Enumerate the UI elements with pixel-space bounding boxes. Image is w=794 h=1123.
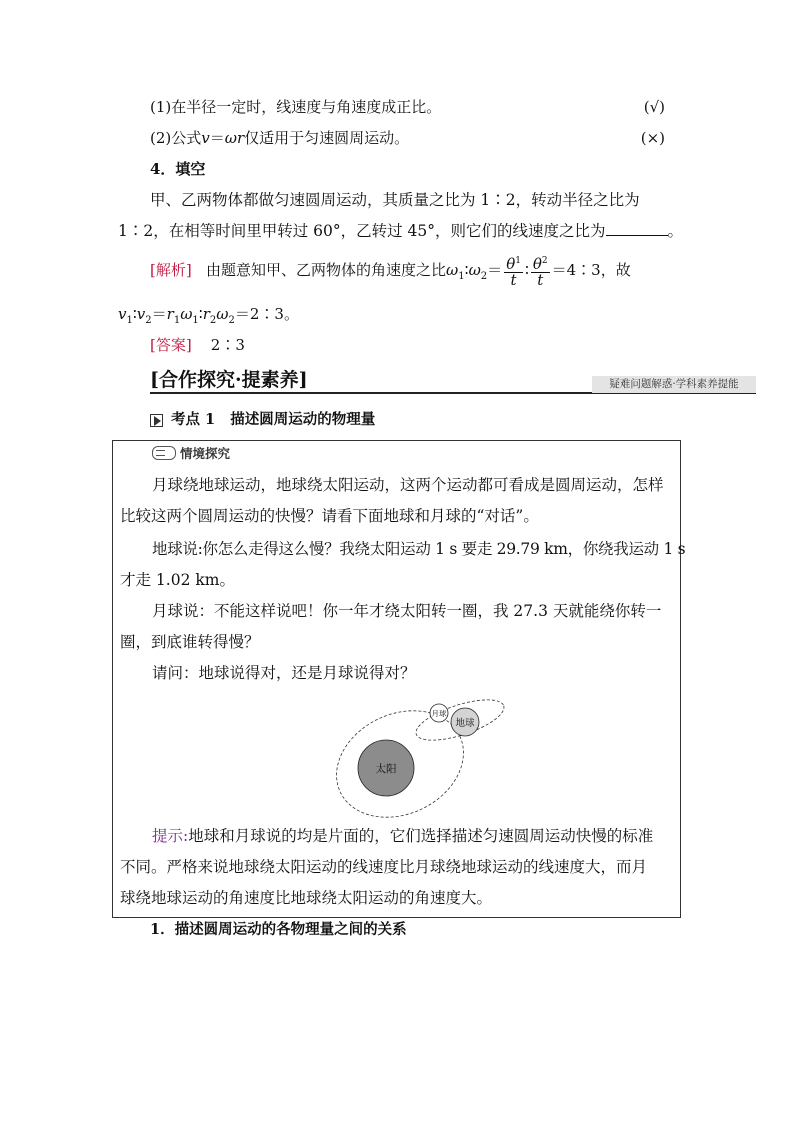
omega-1: ω — [446, 261, 459, 279]
scenario-badge — [152, 444, 230, 462]
omega-1b: ω — [180, 305, 193, 323]
scenario-badge-label: 情境探究 — [180, 446, 231, 461]
analysis-line-2 — [118, 304, 299, 331]
relations-heading: 1．描述圆周运动的各物理量之间的关系 — [150, 921, 407, 938]
r-1-sub: 1 — [173, 315, 181, 326]
theta-2-sup: 2 — [541, 256, 548, 266]
section-title: [合作探究·提素养] — [150, 369, 308, 391]
colon-3: ∶ — [132, 305, 137, 323]
colon-4: ∶ — [198, 305, 203, 323]
section-banner: 疑难问题解惑·学科素养提能 — [592, 376, 756, 393]
fill-para-line-2-text: 1∶2，在相等时间里甲转过 60°，乙转过 45°，则它们的线速度之比为 — [118, 222, 606, 240]
omega-2-sub: 2 — [480, 271, 488, 282]
earth-label: 地球 — [455, 718, 475, 729]
fill-para-line-2 — [118, 221, 683, 241]
box-p2-line-1: 地球说:你怎么走得这么慢？我绕太阳运动 1 s 要走 29.79 km，你绕我运动 1 s — [152, 540, 686, 558]
equals-sign: ＝ — [487, 261, 503, 279]
fill-period: 。 — [667, 222, 684, 240]
v-1-sub: 1 — [126, 315, 133, 326]
fill-para-line-1: 甲、乙两物体都做匀速圆周运动，其质量之比为 1∶2，转动半径之比为 — [150, 191, 640, 209]
omega-2b: ω — [216, 305, 229, 323]
box-p1-line-2: 比较这两个圆周运动的快慢？请看下面地球和月球的“对话”。 — [120, 507, 539, 525]
answer-line — [150, 335, 245, 355]
orbit-diagram — [318, 692, 510, 822]
judgement-mark-1: (√) — [643, 98, 665, 116]
hint-line-1 — [152, 826, 653, 846]
omega-1b-sub: 1 — [192, 315, 199, 326]
judgement-mark-2: (×) — [640, 129, 665, 147]
moon-label: 月球 — [431, 709, 447, 718]
hint-line-1-text: 地球和月球说的均是片面的，它们选择描述匀速圆周运动快慢的标准 — [188, 827, 654, 845]
judgement-item-1-text: (1)在半径一定时，线速度与角速度成正比。 — [150, 98, 442, 116]
box-p1-line-1: 月球绕地球运动，地球绕太阳运动，这两个运动都可看成是圆周运动，怎样 — [152, 476, 664, 494]
hint-line-2: 不同。严格来说地球绕太阳运动的线速度比月球绕地球运动的线速度大，而月 — [120, 858, 648, 876]
fraction-theta2-t — [531, 254, 550, 288]
answer-tag: [答案] — [150, 336, 192, 354]
hint-line-3: 球绕地球运动的角速度比地球绕太阳运动的角速度大。 — [120, 889, 493, 907]
v-2: v — [136, 305, 146, 323]
v-2-sub: 2 — [145, 315, 152, 326]
analysis-result: ＝4∶3，故 — [551, 261, 631, 279]
topic-title: 描述圆周运动的物理量 — [230, 411, 376, 428]
analysis-text: 由题意知甲、乙两物体的角速度之比 — [206, 261, 447, 279]
colon-1: ∶ — [464, 261, 469, 279]
omega-2: ω — [468, 261, 481, 279]
omega-1-sub: 1 — [458, 271, 465, 282]
colon-2: ∶ — [524, 261, 529, 279]
sun-label: 太阳 — [375, 763, 397, 775]
topic-heading — [150, 410, 375, 430]
fraction-theta1-t — [504, 254, 523, 288]
box-p3-line-2: 圈，到底谁转得慢？ — [120, 633, 260, 651]
formula-v: v — [201, 129, 210, 147]
judgement-item-2-tail: 仅适用于匀速圆周运动。 — [244, 129, 410, 147]
topic-label: 考点 1 — [171, 411, 216, 428]
t-2: t — [537, 271, 544, 289]
judgement-item-1 — [150, 97, 665, 117]
box-p3-line-1: 月球说：不能这样说吧！你一年才绕太阳转一圈，我 27.3 天就能绕你转一 — [152, 602, 662, 620]
formula-omega-r: ωr — [224, 129, 245, 147]
v-1: v — [118, 305, 127, 323]
play-triangle-icon — [150, 414, 163, 427]
box-p4: 请问：地球说得对，还是月球说得对？ — [152, 664, 416, 682]
t-1: t — [510, 271, 517, 289]
answer-value: 2∶3 — [210, 336, 245, 354]
theta-1-sup: 1 — [515, 256, 521, 266]
omega-2b-sub: 2 — [228, 315, 235, 326]
judgement-item-2-text: (2)公式 — [150, 129, 202, 147]
pointing-hand-icon — [152, 446, 176, 460]
analysis-tag: [解析] — [150, 261, 192, 279]
judgement-item-2 — [150, 128, 665, 148]
analysis-line-1 — [150, 252, 631, 295]
equals-2: ＝ — [151, 305, 167, 323]
r-2: r — [202, 305, 210, 323]
r-2-sub: 2 — [209, 315, 217, 326]
analysis-final: ＝2∶3。 — [234, 305, 299, 323]
box-p2-line-2: 才走 1.02 km。 — [120, 571, 235, 589]
theta-1: θ — [506, 255, 516, 273]
formula-eq: ＝ — [209, 129, 225, 147]
theta-2: θ — [532, 255, 542, 273]
answer-blank — [606, 221, 668, 236]
r-1: r — [166, 305, 174, 323]
hint-tag: 提示: — [152, 827, 189, 845]
fill-heading: 4．填空 — [150, 160, 206, 178]
